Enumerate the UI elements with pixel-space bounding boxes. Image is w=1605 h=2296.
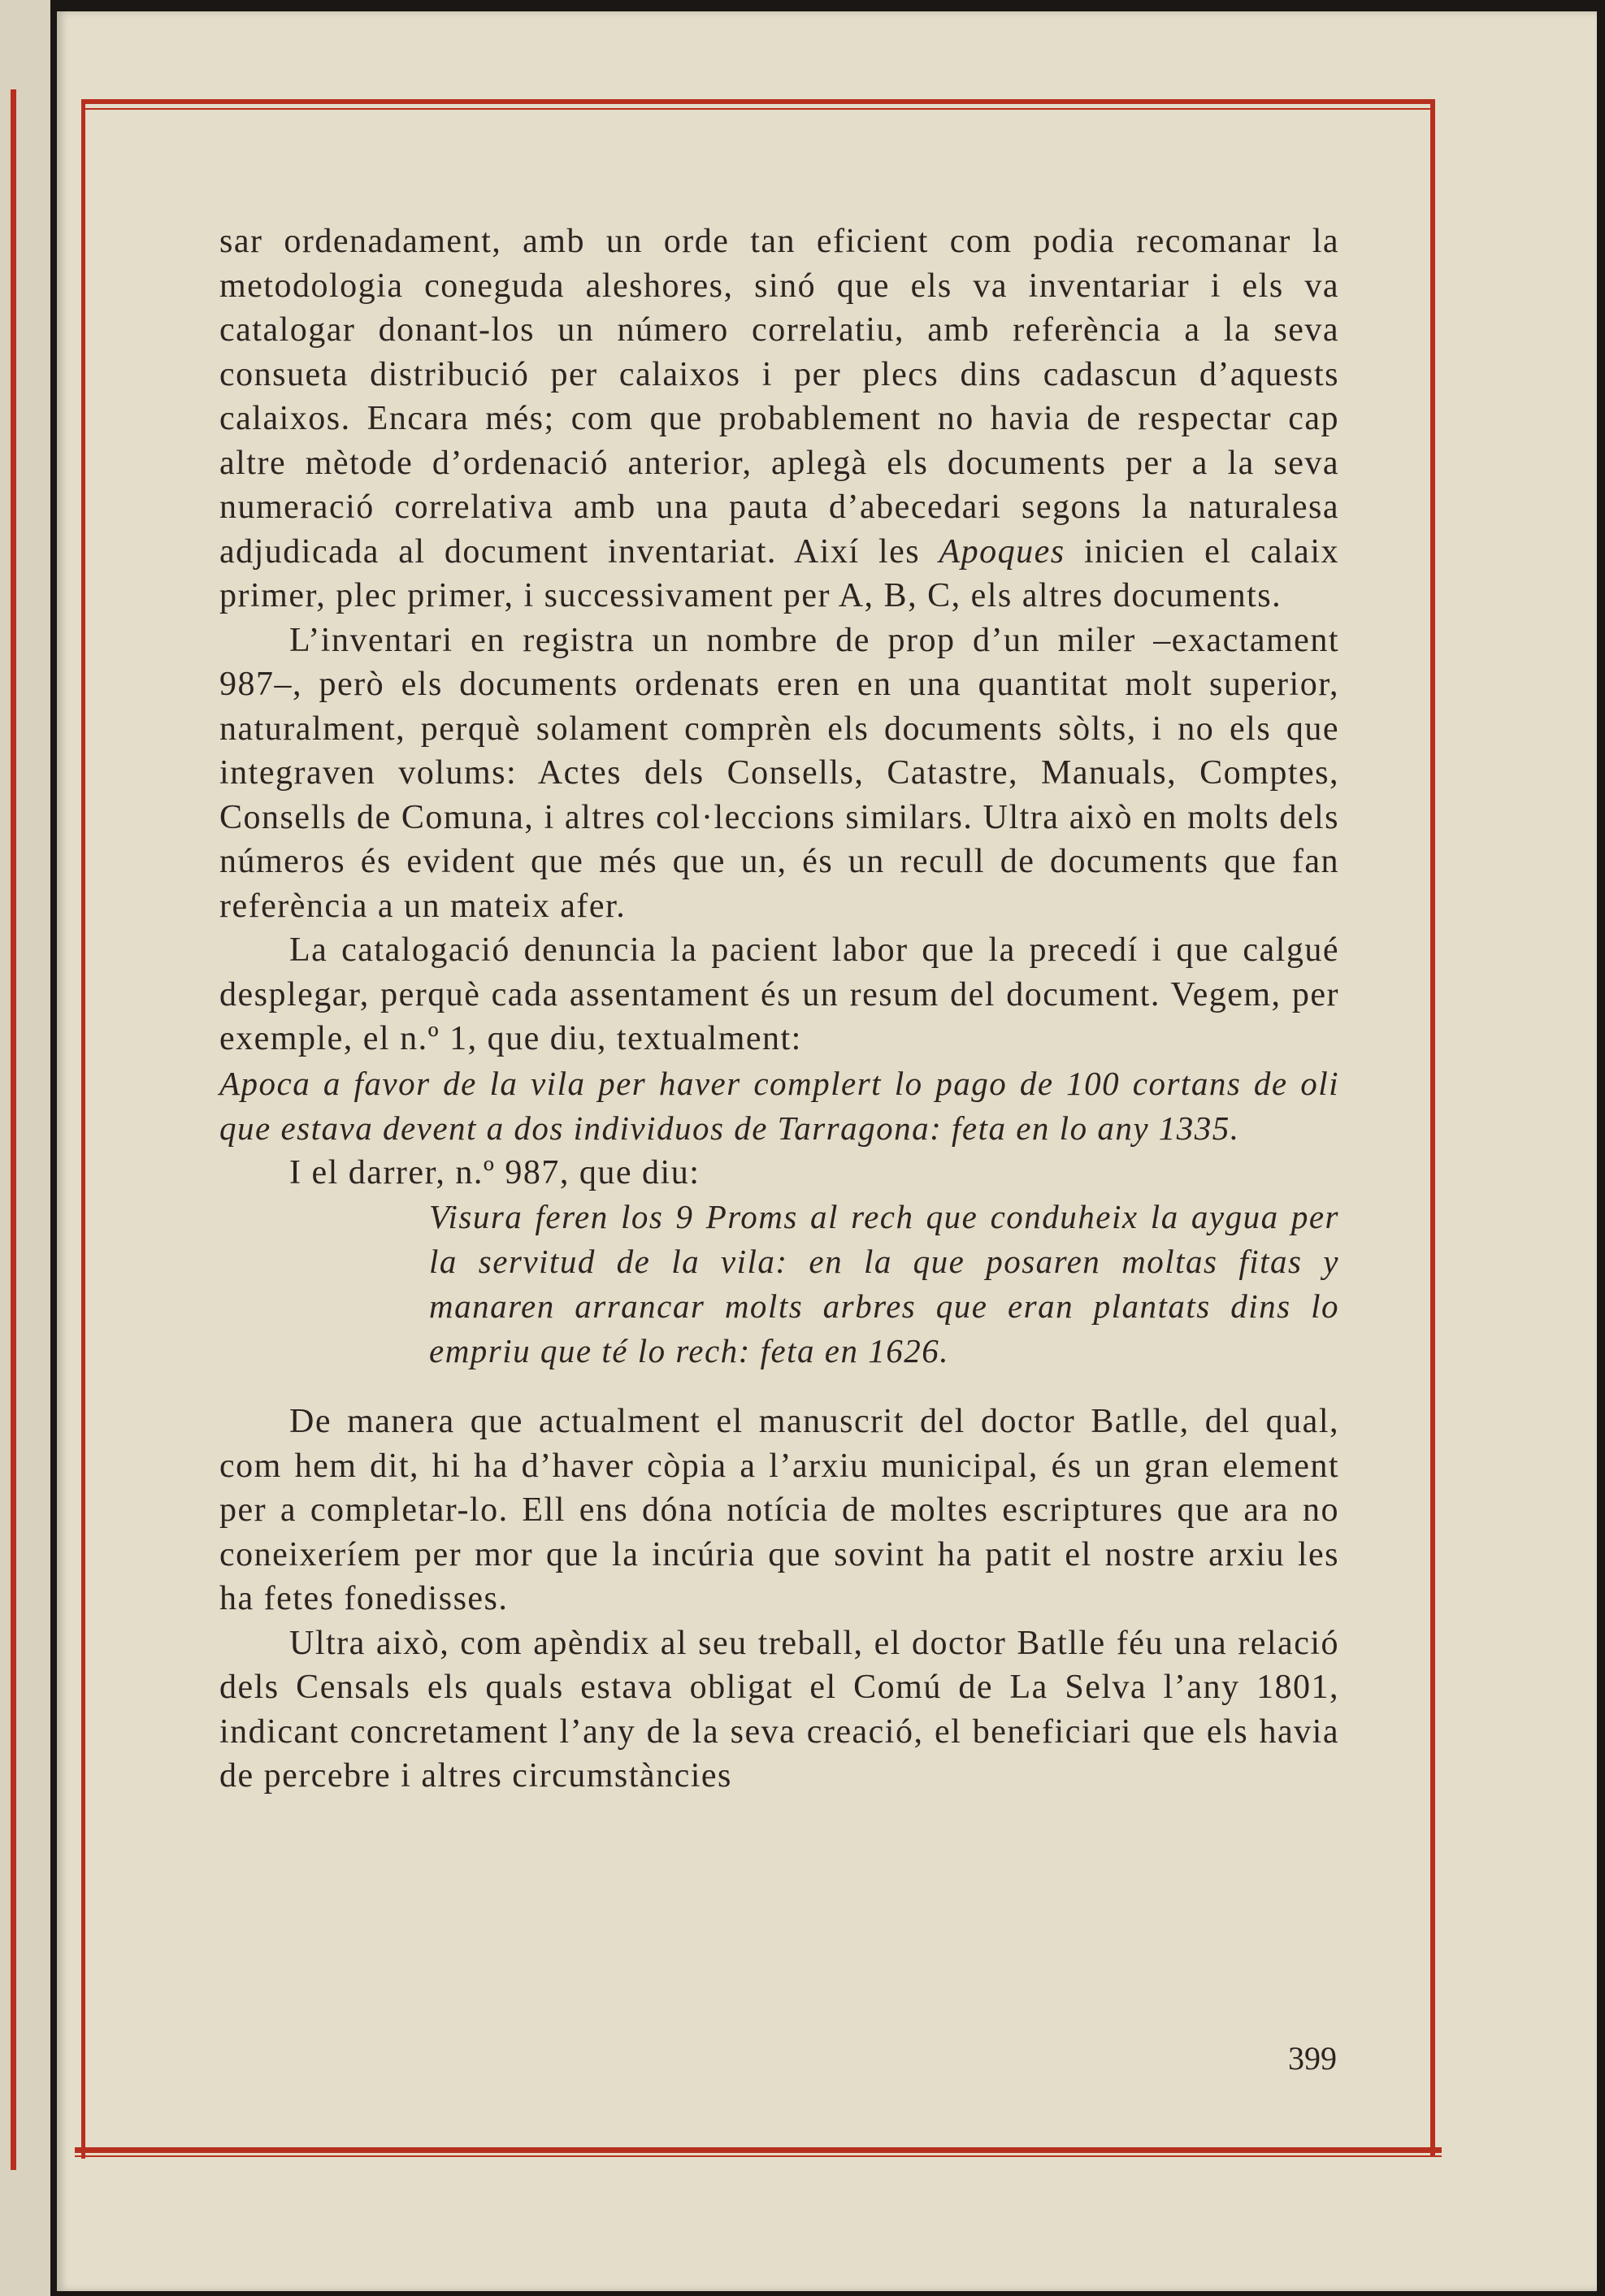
paragraph-1-end: inicien el calaix primer, plec primer, i successivament per A, B, C, els altres documents. (219, 532, 1339, 614)
frame-border-top-inner (81, 108, 1435, 110)
paragraph-5: De manera que actualment el manuscrit del doctor Batlle, del qual, com hem dit, hi ha d’haver còpia a l’arxiu municipal, és un gran element per a completar-lo. Ell ens dóna notícia de moltes escriptures que ara no coneixeríem per mor que la incúria que sovint ha patit el nostre arxiu les ha fetes fonedisses. (219, 1403, 1339, 1617)
paragraph-1-text: sar ordenadament, amb un orde tan eficient com podia recomanar la metodologia coneguda aleshores, sinó que els va inventariar i els va catalogar donant-los un número correlatiu, amb referència a la seva consueta distribució per calaixos i per plecs dins cadascun d’aquests calaixos. Encara més; com que probablement no havia de respectar cap altre mètode d’ordenació anterior, aplegà els documents per a la seva numeració correlativa amb una pauta d’abecedari segons la naturalesa adjudicada al document inventariat. Així les (219, 223, 1339, 571)
frame-border-bottom (75, 2147, 1442, 2153)
book-page (57, 11, 1597, 2291)
paragraph-1 (219, 219, 1339, 618)
paragraph-1-italic: Apoques (939, 532, 1065, 571)
frame-border-left (81, 99, 85, 2159)
previous-page-frame-line (11, 89, 16, 2170)
frame-border-top (81, 99, 1435, 104)
page-number: 399 (1288, 2040, 1337, 2077)
previous-page-edge (0, 0, 50, 2296)
paragraph-3: La catalogació denuncia la pacient labor que la precedí i que calgué desplegar, perquè cada assentament és un resum del document. Vegem, per exemple, el n.º 1, que diu, textualment: (219, 931, 1339, 1057)
frame-border-bottom-inner (75, 2155, 1442, 2157)
paragraph-2: L’inventari en registra un nombre de prop d’un miler –exactament 987–, però els documents ordenats eren en una quantitat molt superior, naturalment, perquè solament comprèn els documents sòlts, i no els que integraven volums: Actes dels Consells, Catastre, Manuals, Comptes, Consells de Comuna, i altres col·leccions similars. Ultra això en molts dels números és evident que més que un, és un recull de documents que fan referència a un mateix afer. (219, 621, 1339, 925)
quote-2: Visura feren los 9 Proms al rech que conduheix la aygua per la servitud de la vila: en la que posaren moltas fitas y manaren arrancar molts arbres que eran plantats dins lo empriu que té lo rech: feta en 1626. (429, 1198, 1339, 1369)
line-4: I el darrer, n.º 987, que diu: (289, 1153, 701, 1191)
body-text (219, 219, 1339, 1799)
frame-border-right (1430, 102, 1435, 2156)
paragraph-6: Ultra això, com apèndix al seu treball, el doctor Batlle féu una relació dels Censals els quals estava obligat el Comú de La Selva l’any 1801, indicant concretament l’any de la seva creació, el beneficiari que els havia de percebre i altres circumstàncies (219, 1624, 1339, 1795)
quote-1: Apoca a favor de la vila per haver complert lo pago de 100 cortans de oli que estava devent a dos individuos de Tarragona: feta en lo any 1335. (219, 1064, 1339, 1147)
